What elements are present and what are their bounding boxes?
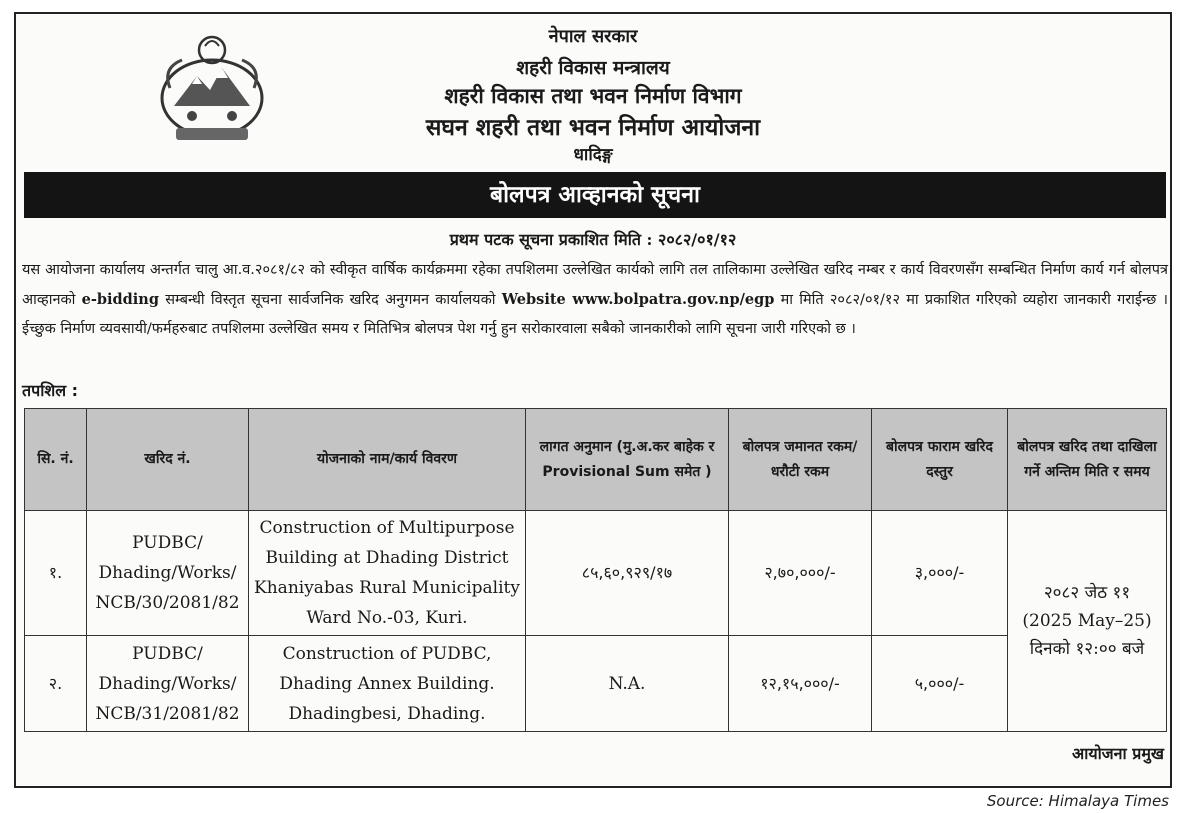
office-location: धादिङ्ग <box>573 145 613 165</box>
header-bid-security: बोलपत्र जमानत रकम/धरौटी रकम <box>729 409 872 511</box>
header-deadline: बोलपत्र खरिद तथा दाखिला गर्ने अन्तिम मिति र समय <box>1008 409 1167 511</box>
table-header-row <box>25 409 1167 511</box>
cell-description: Construction of PUDBC, Dhading Annex Building. Dhadingbesi, Dhading. <box>249 636 526 732</box>
body-text-3: मा मिति २०८२/०१/१२ मा प्रकाशित गरिएको व्यहोरा जानकारी गराईन्छ । ईच्छुक निर्माण व्यवसायी/फर्महरुबाट तपशिलमा उल्लेखित समय र मितिभित्र बोलपत्र पेश गर्नु हुन सरोकारवाला सबैको जानकारीको लागि सूचना जारी गरिएको छ । <box>22 292 1169 337</box>
department-name: शहरी विकास तथा भवन निर्माण विभाग <box>444 83 742 108</box>
table-row <box>25 511 1167 636</box>
e-bidding-term: e-bidding <box>81 291 159 308</box>
cell-description: Construction of Multipurpose Building at Dhading District Khaniyabas Rural Municipality Ward No.-03, Kuri. <box>249 511 526 636</box>
cell-serial: १. <box>25 511 87 636</box>
deadline-date-np: २०८२ जेठ ११ <box>1043 583 1131 603</box>
cell-procurement-no: PUDBC/ Dhading/Works/ NCB/31/2081/82 <box>87 636 249 732</box>
signature-project-chief: आयोजना प्रमुख <box>1071 744 1164 763</box>
cell-deadline <box>1008 511 1167 732</box>
body-text-2: सम्बन्धी विस्तृत सूचना सार्वजनिक खरिद अनुगमन कार्यालयको <box>165 292 496 308</box>
website-link[interactable]: Website www.bolpatra.gov.np/egp <box>501 291 775 308</box>
tender-notice <box>14 12 1172 788</box>
project-name: सघन शहरी तथा भवन निर्माण आयोजना <box>425 114 761 141</box>
publication-date: प्रथम पटक सूचना प्रकाशित मिति : २०८२/०१/१२ <box>449 230 737 249</box>
cell-procurement-no: PUDBC/ Dhading/Works/ NCB/30/2081/82 <box>87 511 249 636</box>
notice-title-banner: बोलपत्र आव्हानको सूचना <box>24 172 1166 218</box>
cell-cost-estimate: ८५,६०,९२९/१७ <box>526 511 729 636</box>
table-row <box>25 636 1167 732</box>
schedule-label: तपशिल : <box>22 381 79 400</box>
header-procurement-no: खरिद नं. <box>87 409 249 511</box>
header-serial: सि. नं. <box>25 409 87 511</box>
header-cost-estimate: लागत अनुमान (मु.अ.कर बाहेक र Provisional Sum समेत ) <box>526 409 729 511</box>
notice-body <box>22 256 1168 344</box>
header-description: योजनाको नाम/कार्य विवरण <box>249 409 526 511</box>
cell-form-fee: ५,०००/- <box>872 636 1008 732</box>
cell-form-fee: ३,०००/- <box>872 511 1008 636</box>
deadline-date-en: (2025 May–25) <box>1022 611 1152 631</box>
tender-table <box>24 408 1167 732</box>
cell-cost-estimate: N.A. <box>526 636 729 732</box>
cell-serial: २. <box>25 636 87 732</box>
government-name: नेपाल सरकार <box>548 26 638 47</box>
body-text-1: यस आयोजना कार्यालय अन्तर्गत चालु आ.व.२०८१/८२ को स्वीकृत वार्षिक कार्यक्रममा रहेका तपशिलमा उल्लेखित कार्यको लागि तल तालिकामा उल्लेखित खरिद नम्बर र कार्य विवरणसँग सम्बन्धित निर्माण कार्य गर्न बोलपत्र आव्हानको <box>22 262 1168 308</box>
deadline-time: दिनको १२:०० बजे <box>1029 639 1145 659</box>
cell-bid-security: २,७०,०००/- <box>729 511 872 636</box>
ministry-name: शहरी विकास मन्त्रालय <box>516 57 670 79</box>
header-form-fee: बोलपत्र फाराम खरिद दस्तुर <box>872 409 1008 511</box>
cell-bid-security: १२,१५,०००/- <box>729 636 872 732</box>
source-credit: Source: Himalaya Times <box>986 792 1169 810</box>
